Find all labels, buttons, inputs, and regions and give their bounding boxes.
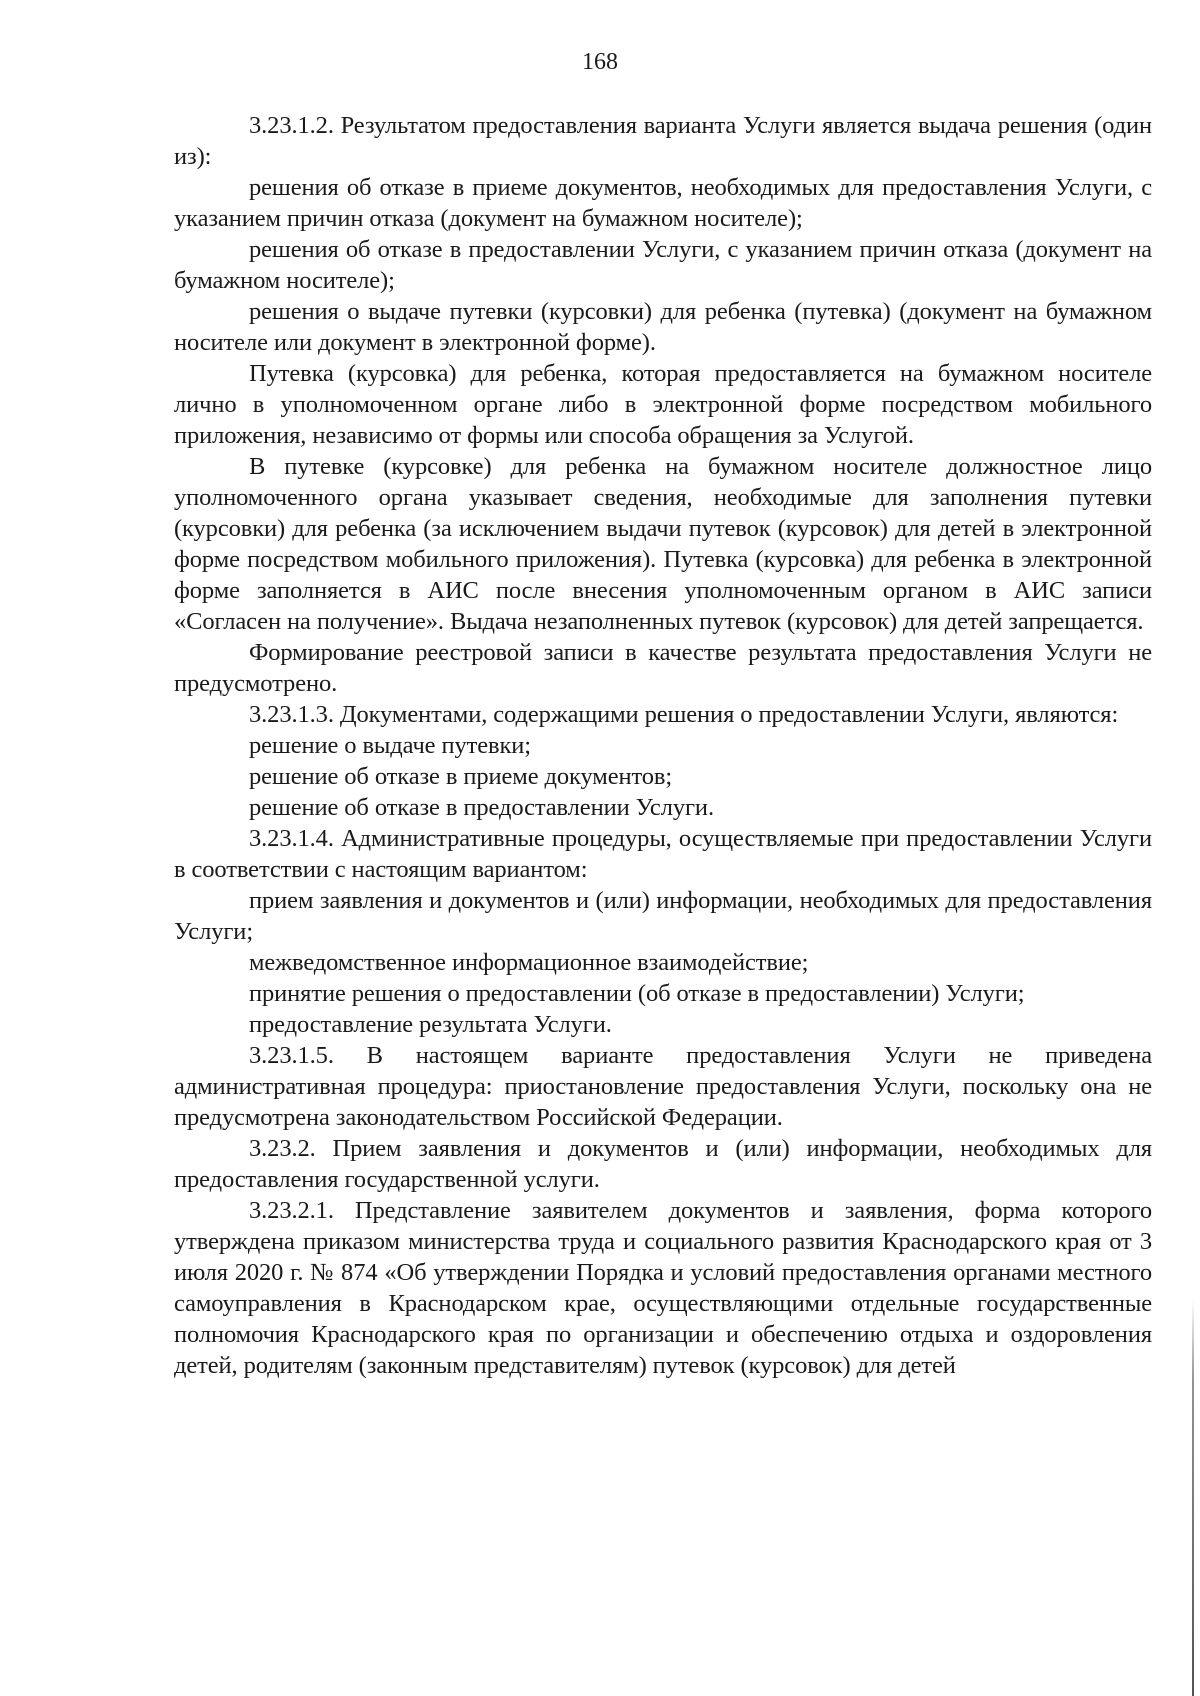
paragraph-result-refusal-service: решения об отказе в предоставлении Услуги, с указанием причин отказа (документ на бумажном носителе);	[174, 236, 1152, 294]
paragraph-voucher-issuance: Путевка (курсовка) для ребенка, которая предоставляется на бумажном носителе лично в уполномоченном органе либо в электронной форме посредством мобильного приложения, независимо от формы или способа обращения за Услугой.	[174, 360, 1152, 449]
scan-edge-shadow	[1192, 1300, 1194, 1696]
page-number: 168	[582, 49, 618, 75]
list-item-procedure-interaction: межведомственное информационное взаимодействие;	[249, 949, 809, 976]
paragraph-3-23-1-3: 3.23.1.3. Документами, содержащими решения о предоставлении Услуги, являются:	[249, 701, 1119, 728]
paragraph-result-refusal-acceptance: решения об отказе в приеме документов, необходимых для предоставления Услуги, с указанием причин отказа (документ на бумажном носителе);	[174, 174, 1152, 232]
list-item-decision-voucher: решение о выдаче путевки;	[249, 732, 532, 759]
list-item-procedure-decision: принятие решения о предоставлении (об отказе в предоставлении) Услуги;	[249, 980, 1025, 1007]
paragraph-3-23-1-4: 3.23.1.4. Административные процедуры, осуществляемые при предоставлении Услуги в соответствии с настоящим вариантом:	[174, 825, 1152, 883]
document-body	[174, 110, 1152, 1381]
paragraph-3-23-1-2: 3.23.1.2. Результатом предоставления варианта Услуги является выдача решения (один из):	[174, 112, 1152, 170]
paragraph-3-23-1-5: 3.23.1.5. В настоящем варианте предоставления Услуги не приведена административная процедура: приостановление предоставления Услуги, поскольку она не предусмотрена законодательством Российской Федерации.	[174, 1042, 1152, 1131]
paragraph-result-voucher: решения о выдаче путевки (курсовки) для ребенка (путевка) (документ на бумажном носителе или документ в электронной форме).	[174, 298, 1152, 356]
paragraph-3-23-2-1: 3.23.2.1. Представление заявителем документов и заявления, форма которого утверждена приказом министерства труда и социального развития Краснодарского края от 3 июля 2020 г. № 874 «Об утверждении Порядка и условий предоставления органами местного самоуправления в Краснодарском крае, осуществляющими отдельные государственные полномочия Краснодарского края по организации и обеспечению отдыха и оздоровления детей, родителям (законным представителям) путевок (курсовок) для детей	[174, 1197, 1152, 1379]
list-item-procedure-result: предоставление результата Услуги.	[249, 1011, 612, 1038]
list-item-procedure-acceptance: прием заявления и документов и (или) информации, необходимых для предоставления Услуги;	[174, 887, 1152, 945]
list-item-decision-refusal-documents: решение об отказе в приеме документов;	[249, 763, 673, 790]
paragraph-registry-record: Формирование реестровой записи в качестве результата предоставления Услуги не предусмотрено.	[174, 639, 1152, 697]
paragraph-voucher-filling: В путевке (курсовке) для ребенка на бумажном носителе должностное лицо уполномоченного органа указывает сведения, необходимые для заполнения путевки (курсовки) для ребенка (за исключением выдачи путевок (курсовок) для детей в электронной форме посредством мобильного приложения). Путевка (курсовка) для ребенка в электронной форме заполняется в АИС после внесения уполномоченным органом в АИС записи «Согласен на получение». Выдача незаполненных путевок (курсовок) для детей запрещается.	[174, 453, 1152, 635]
paragraph-3-23-2: 3.23.2. Прием заявления и документов и (или) информации, необходимых для предоставления государственной услуги.	[174, 1135, 1152, 1193]
list-item-decision-refusal-service: решение об отказе в предоставлении Услуги.	[249, 794, 714, 821]
